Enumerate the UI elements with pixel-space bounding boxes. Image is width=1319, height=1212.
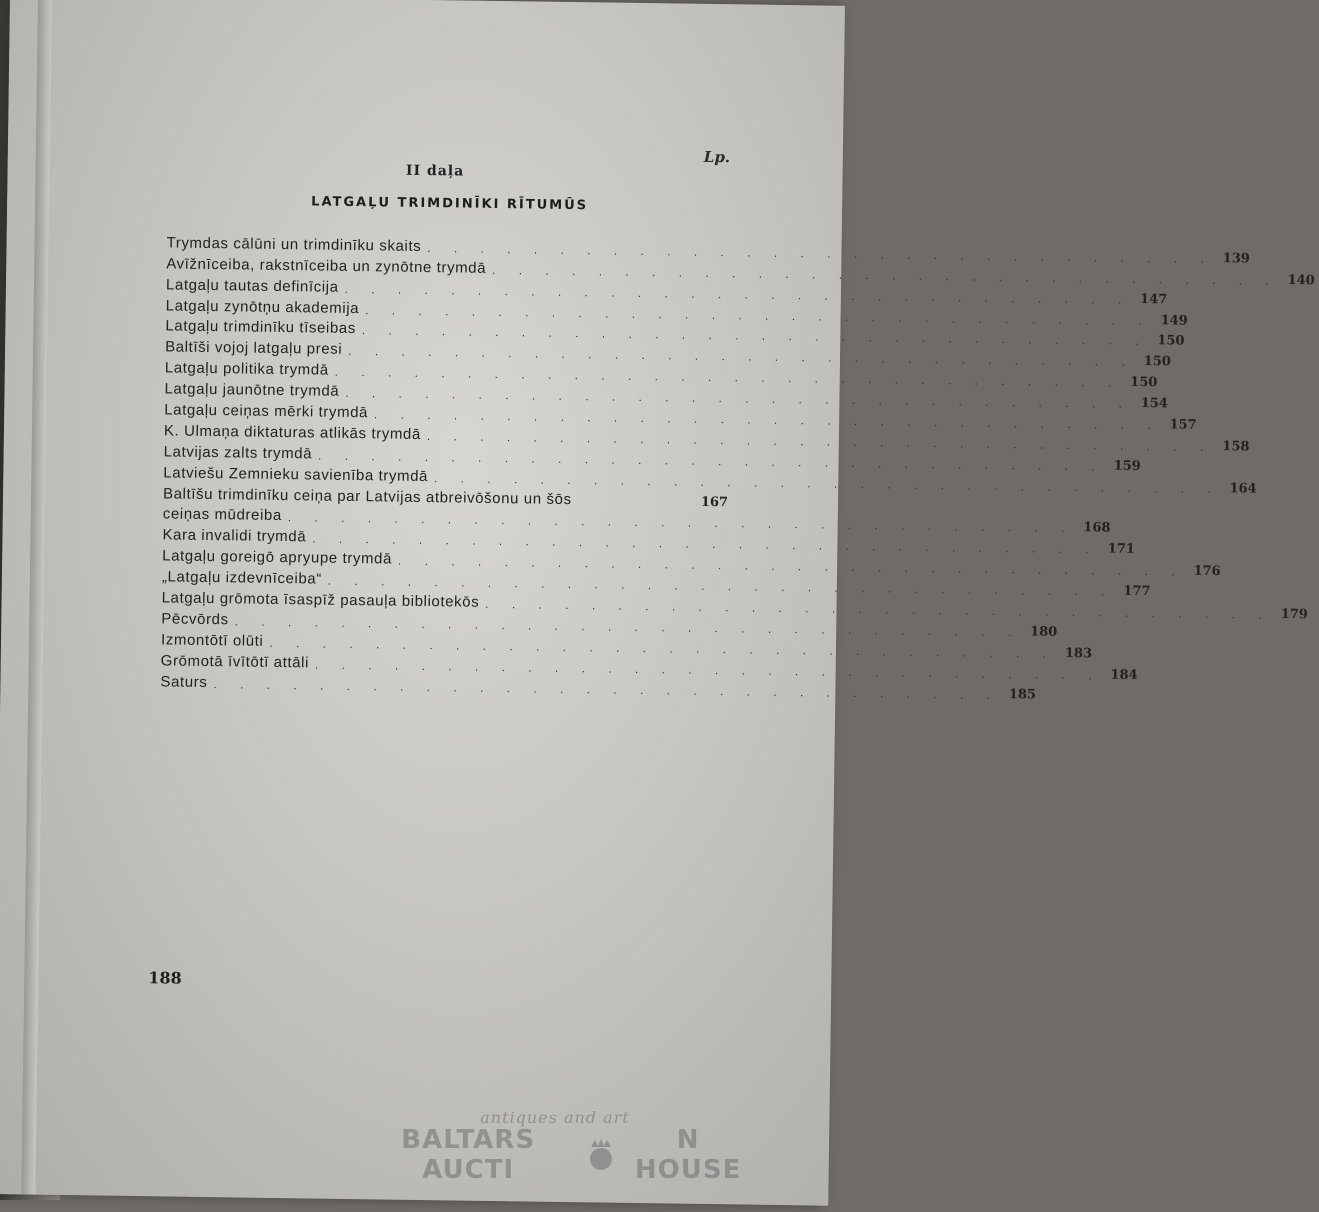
toc-leader-dots: . . . . . . . . . . . . . . . . . . . . . . . . . . . . . . (213, 676, 1001, 702)
toc-leader-dots: . . . . . . . . . . . . . . . . . . . . . . . . . . . . . . (373, 407, 1161, 433)
toc-leader-dots: . . . . . . . . . . . . . . . . . . . . . . . . . . . . . . (348, 344, 1135, 370)
toc-entry-title: Latgaļu ceiņas mērki trymdā (164, 401, 369, 422)
toc-leader-dots: . . . . . . . . . . . . . . . . . . . . . . . . . . . . . . (314, 657, 1102, 683)
toc-entry-page: 149 (1160, 312, 1188, 329)
toc-leader-dots: . . . . . . . . . . . . . . . . . . . . . . . . . . . . . . (426, 428, 1214, 454)
toc-entry-title: Saturs (160, 672, 208, 691)
watermark-name-part1: BALTARS AUCTI (401, 1125, 536, 1185)
toc-entry-title: Latvijas zalts trymdā (163, 443, 313, 463)
toc-entry-title: „Latgaļu izdevnīceiba“ (161, 568, 322, 588)
table-of-contents (160, 230, 1315, 703)
page-edge (21, 0, 52, 1195)
toc-entry-title: Grōmotā īvītōtī attāli (160, 652, 310, 672)
toc-leader-dots: . . . . . . . . . . . . . . . . . . . . . . . . . . . . . . (344, 281, 1132, 307)
toc-entry-page: 167 (700, 494, 729, 510)
toc-entry-page: 171 (1107, 541, 1135, 558)
toc-entry-title: Baltīšu trimdinīku ceiņa par Latvijas atbreivōšonu un šōs (162, 484, 572, 508)
toc-leader-dots: . . . . . . . . . . . . . . . . . . . . . . . . . . . . . . (287, 510, 1075, 536)
page-number: 188 (148, 968, 182, 988)
toc-leader-dots: . . . . . . . . . . . . . . . . . . . . . . . . . . . . . . (312, 531, 1099, 557)
toc-entry-page: 180 (1030, 624, 1058, 640)
toc-leader-dots: . . . . . . . . . . . . . . . . . . . . . . . . . . . . . . (365, 302, 1152, 328)
toc-entry-page: 184 (1110, 667, 1138, 683)
toc-entry-title: Latgaļu jaunōtne trymdā (164, 380, 340, 400)
toc-entry-title: Baltīši vojoj latgaļu presi (165, 338, 343, 359)
watermark-tagline: antiques and art (480, 1108, 630, 1127)
toc-leader-dots: . . . . . . . . . . . . . . . . . . . . . . . . . . . . . . (345, 386, 1132, 411)
watermark-name-part2: N HOUSE (634, 1125, 742, 1185)
toc-entry-title: Latviešu Zemnieku savienība trymdā (163, 464, 429, 485)
toc-entry-page: 183 (1064, 645, 1093, 662)
toc-entry-title: Latgaļu tautas definīcija (165, 276, 339, 296)
lp-label: Lp. (703, 147, 731, 167)
toc-leader-dots: . . . . . . . . . . . . . . . . . . . . . . . . . . . . . . (485, 596, 1272, 622)
toc-entry-title: Pēcvōrds (161, 610, 229, 629)
toc-leader-dots: . . . . . . . . . . . . . . . . . . . . . . . . . . . . . . (433, 470, 1221, 496)
toc-entry-title: Avīžnīceiba, rakstnīceiba un zynōtne trymdā (166, 255, 487, 277)
toc-entry-title: Izmontōtī olūti (160, 631, 264, 650)
watermark (355, 1108, 755, 1185)
toc-leader-dots: . . . . . . . . . . . . . . . . . . . . . . . . . . . . . . (492, 262, 1279, 288)
toc-entry-page: 157 (1169, 417, 1197, 433)
toc-entry-page: 150 (1157, 333, 1185, 350)
toc-entry-title: ceiņas mūdreiba (162, 505, 282, 525)
part-heading: II daļa (405, 162, 465, 180)
toc-leader-dots: . . . . . . . . . . . . . . . . . . . . . . . . . . . . . . (318, 448, 1105, 474)
toc-entry-page: 164 (1229, 480, 1257, 497)
toc-entry-page: 158 (1222, 439, 1250, 455)
toc-leader-dots: . . . . . . . . . . . . . . . . . . . . . . . . . . . . . . (234, 614, 1022, 640)
toc-entry-title: Latgaļu goreigō apryupe trymdā (162, 547, 393, 568)
toc-entry-title: Latgaļu grōmota īsaspīž pasauļa bibliotekōs (161, 589, 480, 611)
watermark-brand (355, 1125, 755, 1185)
toc-entry-title: Latgaļu politika trymdā (164, 359, 329, 379)
toc-entry-title: Latgaļu trimdinīku tīseibas (165, 317, 356, 338)
toc-entry-page: 147 (1139, 291, 1168, 308)
toc-entry-title: Latgaļu zynōtņu akademija (165, 296, 360, 317)
toc-entry-page: 159 (1113, 458, 1141, 474)
toc-entry-title: Kara invalidi trymdā (162, 526, 307, 546)
toc-entry-page: 177 (1123, 583, 1151, 600)
toc-entry-page: 140 (1287, 272, 1315, 289)
crown-icon (583, 1137, 619, 1173)
toc-leader-dots: . . . . . . . . . . . . . . . . . . . . . . . . . . . . . . (361, 323, 1149, 349)
toc-leader-dots: . . . . . . . . . . . . . . . . . . . . . . . . . . . . . . (334, 364, 1122, 390)
toc-entry-page: 139 (1222, 251, 1250, 267)
toc-entry-page: 168 (1083, 520, 1111, 537)
toc-entry-page: 150 (1130, 375, 1158, 391)
toc-entry-page: 154 (1140, 396, 1169, 412)
toc-leader-dots: . . . . . . . . . . . . . . . . . . . . . . . . . . . . . . (269, 635, 1057, 661)
toc-entry-page: 176 (1193, 564, 1221, 580)
toc-leader-dots: . . . . . . . . . . . . . . . . . . . . . . . . . . . . . . (427, 240, 1214, 266)
toc-entry-page: 185 (1008, 686, 1037, 703)
toc-entry-page: 150 (1143, 354, 1171, 370)
section-heading: LATGAĻU TRIMDINĪKI RĪTUMŪS (311, 194, 589, 214)
toc-leader-dots: . . . . . . . . . . . . . . . . . . . . . . . . . . . . . . (397, 553, 1185, 579)
toc-entry-title: K. Ulmaņa diktaturas atlikās trymdā (163, 422, 421, 443)
toc-entry-title: Trymdas cālūni un trimdinīku skaits (166, 234, 422, 255)
toc-entry-page: 179 (1280, 607, 1308, 623)
toc-leader-dots: . . . . . . . . . . . . . . . . . . . . . . . . . . . . . . (327, 573, 1115, 599)
